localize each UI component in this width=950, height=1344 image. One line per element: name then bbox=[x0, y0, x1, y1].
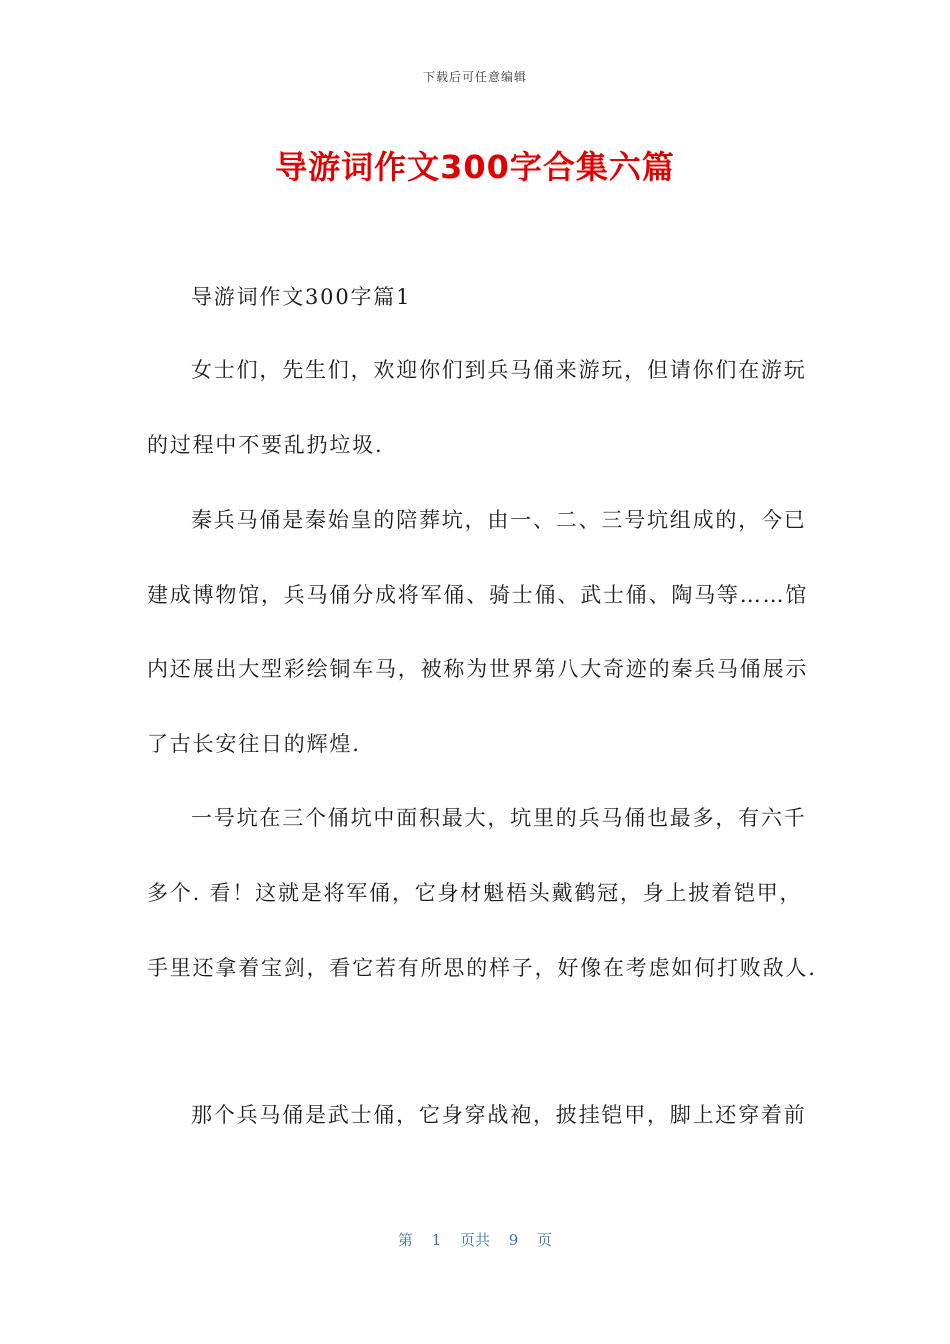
footer-page-current: 1 bbox=[431, 1231, 442, 1249]
paragraph-line: 的过程中不要乱扔垃圾. bbox=[147, 433, 384, 457]
paragraph-line: 秦兵马俑是秦始皇的陪葬坑，由一、二、三号坑组成的，今已 bbox=[191, 508, 807, 532]
paragraph-line: 建成博物馆，兵马俑分成将军俑、骑士俑、武士俑、陶马等……馆 bbox=[147, 583, 809, 607]
footer-page-suffix: 页 bbox=[537, 1231, 553, 1249]
paragraph-line: 那个兵马俑是武士俑，它身穿战袍，披挂铠甲，脚上还穿着前 bbox=[191, 1103, 807, 1127]
footer-page-of: 页共 bbox=[459, 1231, 490, 1249]
footer-page-total: 9 bbox=[508, 1231, 519, 1249]
paragraph-line: 了古长安往日的辉煌. bbox=[147, 732, 361, 756]
paragraph-line: 女士们，先生们，欢迎你们到兵马俑来游玩，但请你们在游玩 bbox=[191, 358, 807, 382]
section-heading: 导游词作文300字篇1 bbox=[191, 285, 412, 309]
paragraph-line: 手里还拿着宝剑，看它若有所思的样子，好像在考虑如何打败敌人. bbox=[147, 956, 817, 980]
paragraph-line: 内还展出大型彩绘铜车马，被称为世界第八大奇迹的秦兵马俑展示 bbox=[147, 657, 809, 681]
paragraph-line: 一号坑在三个俑坑中面积最大，坑里的兵马俑也最多，有六千 bbox=[191, 806, 807, 830]
page-footer bbox=[0, 1229, 950, 1250]
document-title: 导游词作文300字合集六篇 bbox=[275, 148, 675, 186]
header-note: 下载后可任意编辑 bbox=[422, 70, 527, 84]
footer-page-label: 第 bbox=[397, 1231, 413, 1249]
paragraph-line: 多个. 看！这就是将军俑，它身材魁梧头戴鹤冠，身上披着铠甲， bbox=[147, 881, 803, 905]
